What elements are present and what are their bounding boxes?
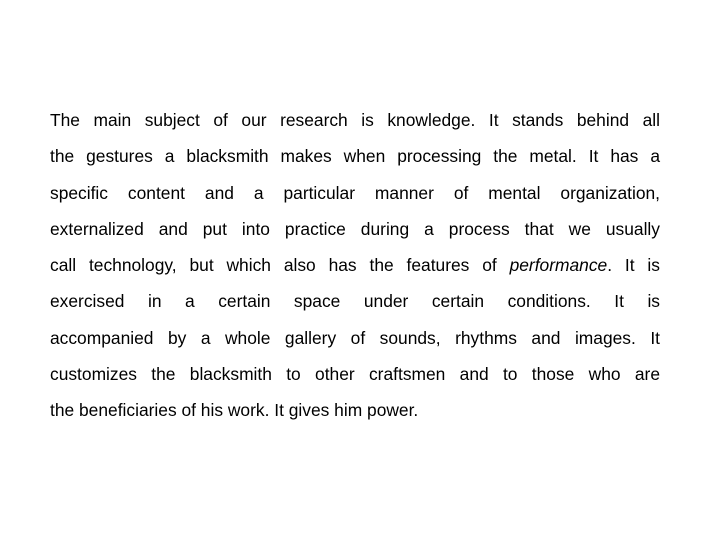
emphasis-word: performance xyxy=(509,255,608,276)
paragraph-line-6: exercised in a certain space under certain conditions. It is xyxy=(50,291,660,312)
paragraph-line-5 xyxy=(50,251,660,287)
paragraph-line-3: specific content and a particular manner of mental organization, xyxy=(50,182,660,203)
paragraph-line-8: customizes the blacksmith to other craftsmen and to those who are xyxy=(50,364,660,385)
paragraph-line-4: externalized and put into practice during a process that we usually xyxy=(50,218,660,239)
body-paragraph xyxy=(50,106,660,433)
paragraph-line-2: the gestures a blacksmith makes when processing the metal. It has a xyxy=(50,146,660,167)
paragraph-line-5-tail: . It is xyxy=(607,255,660,276)
paragraph-line-1: The main subject of our research is knowledge. It stands behind all xyxy=(50,110,660,130)
paragraph-line-9: the beneficiaries of his work. It gives him power. xyxy=(50,400,419,421)
paragraph-line-7: accompanied by a whole gallery of sounds, rhythms and images. It xyxy=(50,327,660,348)
paragraph-line-5-text: call technology, but which also has the features of xyxy=(50,255,497,276)
